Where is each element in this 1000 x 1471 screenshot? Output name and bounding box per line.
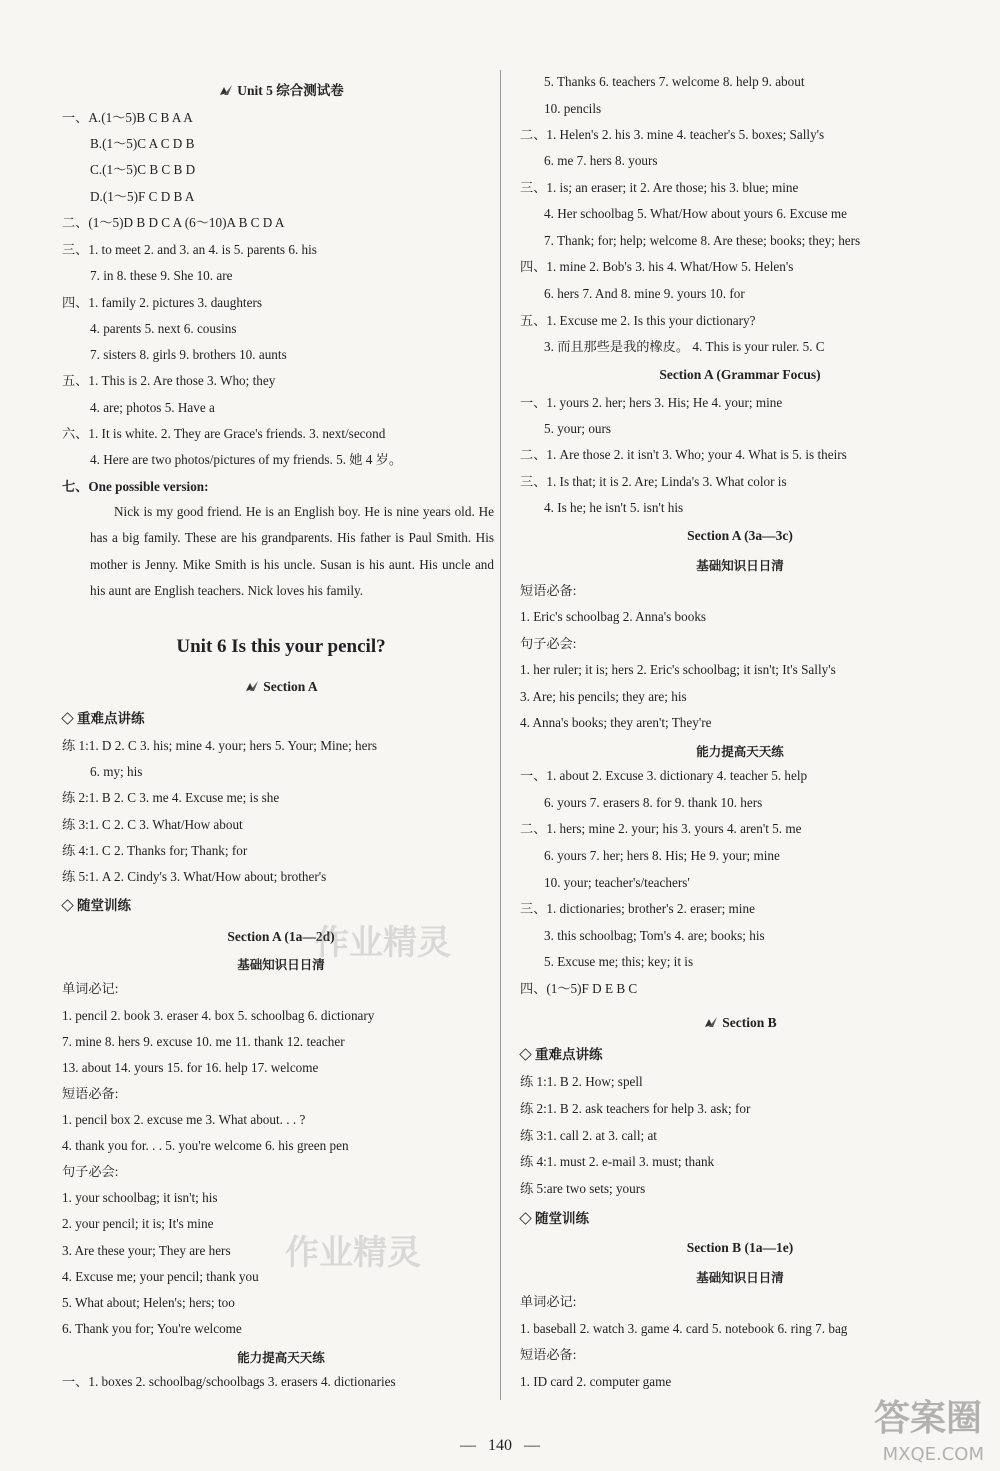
- answer-line: 4. Anna's books; they aren't; They're: [520, 715, 712, 730]
- answer-line: 4. Her schoolbag 5. What/How about yours 6. Excuse me: [544, 206, 848, 221]
- answer-line: 七、One possible version:: [62, 479, 209, 494]
- answer-line: 一、1. yours 2. her; hers 3. His; He 4. your; mine: [520, 395, 783, 410]
- answer-line: 1. baseball 2. watch 3. game 4. card 5. notebook 6. ring 7. bag: [520, 1321, 848, 1336]
- answer-line: C.(1～5)C B C B D: [90, 162, 196, 177]
- jichu-heading: 基础知识日日清: [696, 559, 784, 573]
- answer-line: 一、1. boxes 2. schoolbag/schoolbags 3. erasers 4. dictionaries: [62, 1374, 396, 1389]
- grammar-focus-heading: Section A (Grammar Focus): [659, 367, 821, 382]
- answer-line: 练 1:1. B 2. How; spell: [520, 1074, 643, 1089]
- zhongnan-heading: [62, 711, 145, 727]
- answer-line: 练 2:1. B 2. C 3. me 4. Excuse me; is she: [62, 790, 280, 805]
- answer-line: 二、1. hers; mine 2. your; his 3. yours 4. aren't 5. me: [520, 821, 802, 836]
- leaf-icon: [218, 83, 234, 97]
- page-number: — 140 —: [460, 1437, 540, 1454]
- zhongnan-label: 重难点讲练: [77, 711, 145, 726]
- answer-line: 1. your schoolbag; it isn't; his: [62, 1190, 218, 1205]
- answer-line: 练 4:1. C 2. Thanks for; Thank; for: [62, 843, 248, 858]
- answer-line: 练 4:1. must 2. e-mail 3. must; thank: [520, 1154, 715, 1169]
- answer-line: 6. hers 7. And 8. mine 9. yours 10. for: [544, 286, 745, 301]
- jichu-heading: 基础知识日日清: [696, 1271, 784, 1285]
- danci-label: 单词必记:: [62, 981, 119, 996]
- zhongnan-heading: [520, 1047, 603, 1063]
- essay-paragraph: Nick is my good friend. He is an English boy. He is nine years old. He has a big family. These are his grandparents. His father is Paul Smith. His mother is Jenny. Mike Smith is his uncle. Susan is his aunt. His uncle and his aunt are English teachers. Nick loves his family.: [90, 504, 494, 598]
- answer-line: 10. pencils: [544, 101, 602, 116]
- diamond-icon: [519, 1212, 531, 1224]
- answer-line: 5. Thanks 6. teachers 7. welcome 8. help 9. about: [544, 74, 805, 89]
- answer-line: 3. 而且那些是我的橡皮。 4. This is your ruler. 5. C: [544, 339, 825, 354]
- site-watermark-url: MXQE.COM: [882, 1444, 984, 1465]
- answer-line: 二、1. Helen's 2. his 3. mine 4. teacher's 5. boxes; Sally's: [520, 127, 825, 142]
- answer-line: 4. thank you for. . . 5. you're welcome 6. his green pen: [62, 1138, 349, 1153]
- duanyu-label: 短语必备:: [520, 1347, 577, 1362]
- suitang-heading: [520, 1211, 589, 1227]
- diamond-icon: [61, 712, 73, 724]
- site-watermark-logo: 答案圈: [873, 1398, 982, 1438]
- answer-line: 3. Are; his pencils; they are; his: [520, 689, 687, 704]
- suitang-label: 随堂训练: [77, 898, 131, 913]
- section-a-title: Section A: [263, 679, 318, 694]
- answer-line: 1. pencil box 2. excuse me 3. What about. . . ?: [62, 1112, 306, 1127]
- answer-line: 6. me 7. hers 8. yours: [544, 153, 658, 168]
- answer-line: 练 2:1. B 2. ask teachers for help 3. ask; for: [520, 1101, 751, 1116]
- answer-line: 7. sisters 8. girls 9. brothers 10. aunts: [90, 347, 287, 362]
- answer-line: 五、1. This is 2. Are those 3. Who; they: [62, 373, 276, 388]
- answer-line: 二、1. Are those 2. it isn't 3. Who; your 4. What is 5. is theirs: [520, 447, 847, 462]
- unit5-title: Unit 5 综合测试卷: [237, 83, 344, 98]
- answer-line: 练 5:1. A 2. Cindy's 3. What/How about; brother's: [62, 869, 327, 884]
- answer-line: 练 3:1. C 2. C 3. What/How about: [62, 817, 243, 832]
- answer-line: 1. pencil 2. book 3. eraser 4. box 5. schoolbag 6. dictionary: [62, 1008, 375, 1023]
- answer-line: 1. ID card 2. computer game: [520, 1374, 672, 1389]
- jichu-heading: 基础知识日日清: [237, 958, 325, 972]
- answer-line: 4. Here are two photos/pictures of my friends. 5. 她 4 岁。: [90, 452, 403, 467]
- answer-line: D.(1～5)F C D B A: [90, 189, 195, 204]
- answer-line: 四、1. family 2. pictures 3. daughters: [62, 295, 262, 310]
- page-number-value: 140: [488, 1437, 512, 1454]
- answer-line: 二、(1～5)D B D C A (6～10)A B C D A: [62, 215, 285, 230]
- answer-line: 6. Thank you for; You're welcome: [62, 1321, 242, 1336]
- section-b-1a1e-heading: Section B (1a—1e): [686, 1240, 794, 1255]
- answer-line: 练 1:1. D 2. C 3. his; mine 4. your; hers 5. Your; Mine; hers: [62, 738, 378, 753]
- diamond-icon: [61, 899, 73, 911]
- answer-line: B.(1～5)C A C D B: [90, 136, 195, 151]
- watermark-text: 作业精灵: [285, 1235, 421, 1272]
- duanyu-label: 短语必备:: [62, 1086, 119, 1101]
- answer-line: 3. this schoolbag; Tom's 4. are; books; his: [544, 928, 765, 943]
- answer-line: 1. Eric's schoolbag 2. Anna's books: [520, 609, 707, 624]
- section-b-heading: [520, 1015, 960, 1031]
- leaf-icon: [244, 679, 260, 693]
- answer-line: 1. her ruler; it is; hers 2. Eric's schoolbag; it isn't; It's Sally's: [520, 662, 836, 677]
- unit5-heading: [62, 83, 500, 99]
- juzi-label: 句子必会:: [62, 1164, 119, 1179]
- answer-line: 6. yours 7. erasers 8. for 9. thank 10. hers: [544, 795, 763, 810]
- answer-line: 6. yours 7. her; hers 8. His; He 9. your; mine: [544, 848, 780, 863]
- column-divider: [500, 70, 501, 1400]
- answer-line: 5. What about; Helen's; hers; too: [62, 1295, 235, 1310]
- section-a-heading: [62, 679, 500, 695]
- answer-line: 一、1. about 2. Excuse 3. dictionary 4. teacher 5. help: [520, 768, 808, 783]
- answer-line: 三、1. dictionaries; brother's 2. eraser; mine: [520, 901, 755, 916]
- danci-label: 单词必记:: [520, 1294, 577, 1309]
- answer-line: 4. Excuse me; your pencil; thank you: [62, 1269, 259, 1284]
- answer-line: 10. your; teacher's/teachers': [544, 875, 690, 890]
- answer-line: 13. about 14. yours 15. for 16. help 17. welcome: [62, 1060, 319, 1075]
- answer-line: 四、1. mine 2. Bob's 3. his 4. What/How 5. Helen's: [520, 259, 794, 274]
- duanyu-label: 短语必备:: [520, 583, 577, 598]
- answer-line: 练 5:are two sets; yours: [520, 1181, 646, 1196]
- answer-line: 三、1. to meet 2. and 3. an 4. is 5. parents 6. his: [62, 242, 317, 257]
- answer-line: 三、1. is; an eraser; it 2. Are those; his 3. blue; mine: [520, 180, 799, 195]
- answer-line: 4. are; photos 5. Have a: [90, 400, 215, 415]
- answer-line: 四、(1～5)F D E B C: [520, 981, 638, 996]
- answer-line: 一、A.(1～5)B C B A A: [62, 110, 193, 125]
- answer-line: 4. Is he; he isn't 5. isn't his: [544, 500, 684, 515]
- answer-line: 三、1. Is that; it is 2. Are; Linda's 3. What color is: [520, 474, 787, 489]
- answer-line: 2. your pencil; it is; It's mine: [62, 1216, 214, 1231]
- unit6-title: Unit 6 Is this your pencil?: [176, 636, 386, 657]
- answer-line: 五、1. Excuse me 2. Is this your dictionary?: [520, 313, 756, 328]
- answer-line: 5. your; ours: [544, 421, 612, 436]
- nengli-heading: 能力提高天天练: [696, 745, 784, 759]
- leaf-icon: [703, 1015, 719, 1029]
- answer-line: 7. in 8. these 9. She 10. are: [90, 268, 233, 283]
- section-b-title: Section B: [722, 1015, 777, 1030]
- answer-line: 7. mine 8. hers 9. excuse 10. me 11. thank 12. teacher: [62, 1034, 345, 1049]
- answer-line: 3. Are these your; They are hers: [62, 1243, 231, 1258]
- answer-line: 6. my; his: [90, 764, 143, 779]
- suitang-label: 随堂训练: [535, 1211, 589, 1226]
- nengli-heading: 能力提高天天练: [237, 1351, 325, 1365]
- watermark-text: 作业精灵: [315, 925, 451, 962]
- answer-line: 7. Thank; for; help; welcome 8. Are these; books; they; hers: [544, 233, 861, 248]
- diamond-icon: [519, 1048, 531, 1060]
- juzi-label: 句子必会:: [520, 636, 577, 651]
- answer-line: 练 3:1. call 2. at 3. call; at: [520, 1128, 657, 1143]
- answer-line: 4. parents 5. next 6. cousins: [90, 321, 237, 336]
- answer-line: 六、1. It is white. 2. They are Grace's friends. 3. next/second: [62, 426, 386, 441]
- section-a-1a2d-heading: Section A (1a—2d): [227, 929, 335, 944]
- answer-line: 5. Excuse me; this; key; it is: [544, 954, 694, 969]
- section-a-3a3c-heading: Section A (3a—3c): [687, 528, 793, 543]
- suitang-heading: [62, 898, 131, 914]
- zhongnan-label: 重难点讲练: [535, 1047, 603, 1062]
